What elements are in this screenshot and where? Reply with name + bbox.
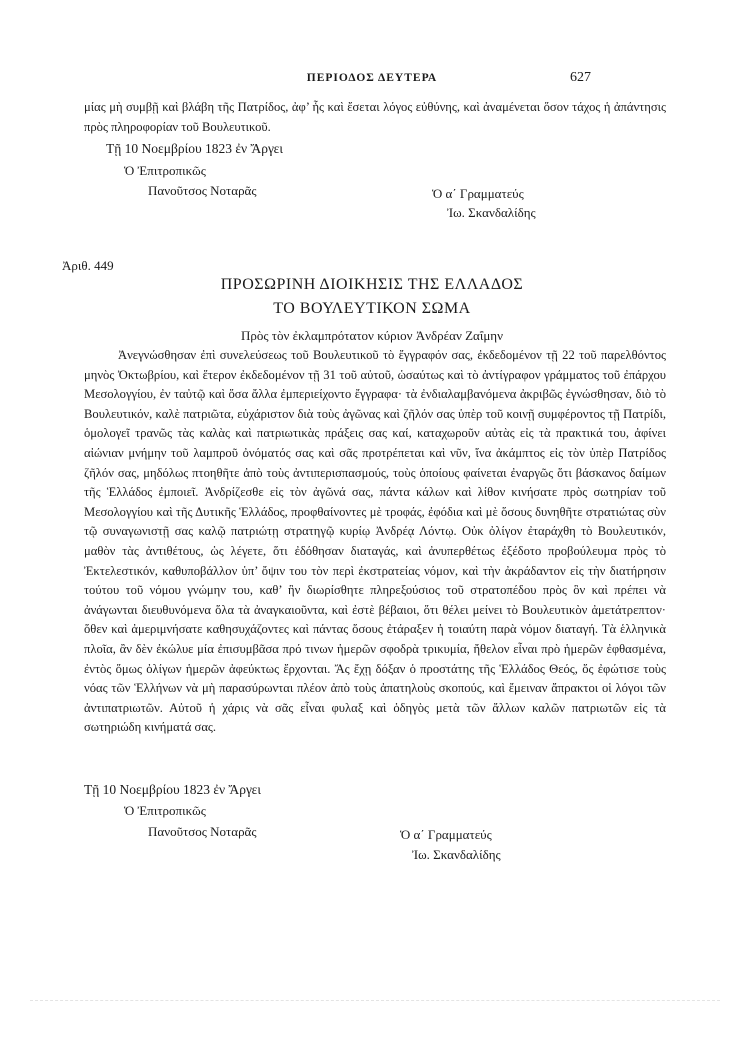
protocol-number: Ἀριθ. 449	[62, 258, 114, 273]
secretary-name-1: Ἰω. Σκανδαλίδης	[447, 205, 536, 220]
date-line-1: Τῇ 10 Νοεμβρίου 1823 ἐν Ἄργει	[106, 141, 283, 156]
secretary-name-2: Ἰω. Σκανδαλίδης	[412, 847, 501, 862]
signer-title-1: Ὁ Ἐπιτροπικῶς	[124, 163, 206, 178]
secretary-title-1: Ὁ α΄ Γραμματεύς	[432, 186, 524, 201]
date-line-2: Τῇ 10 Νοεμβρίου 1823 ἐν Ἄργει	[84, 782, 261, 797]
secretary-title-2: Ὁ α΄ Γραμματεύς	[400, 827, 492, 842]
page-number: 627	[570, 70, 591, 85]
running-title: ΠΕΡΙΟΔΟΣ ΔΕΥΤΕΡΑ	[306, 72, 438, 84]
signer-name-2: Πανοῦτσος Νοταρᾶς	[148, 824, 257, 839]
document-subtitle: ΤΟ ΒΟΥΛΕΥΤΙΚΟΝ ΣΩΜΑ	[273, 300, 471, 317]
continuation-paragraph: μίας μὴ συμβῇ καὶ βλάβη τῆς Πατρίδος, ἀφ’ ἧς καὶ ἔσεται λόγος εὐθύνης, καὶ ἀναμένεται ὅσον τάχος ἡ ἀπάντησις πρὸς πληροφορίαν τοῦ Βουλευτικοῦ.	[84, 100, 666, 134]
document-title: ΠΡΟΣΩΡΙΝΗ ΔΙΟΙΚΗΣΙΣ ΤΗΣ ΕΛΛΑΔΟΣ	[220, 276, 524, 293]
scan-artifact-line	[30, 1000, 720, 1003]
letter-body-text: Ἀνεγνώσθησαν ἐπὶ συνελεύσεως τοῦ Βουλευτικοῦ τὸ ἔγγραφόν σας, ἐκδεδομένον τῇ 22 τοῦ παρελθόντος μηνὸς Ὀκτωβρίου, καὶ ἕτερον ἐκδεδομένον τῇ 31 τοῦ αὐτοῦ, ὡσαύτως καὶ τὸ ἀντίγραφον γράμματος τοῦ ἐπάρχου Μεσολογγίου, ἐν ταὐτῷ καὶ ὅσα ἄλλα ἐμπεριείχοντο ἔγγραφα· τὰ ἐνδιαλαμβανόμενα ἀκριβῶς ἐγνώσθησαν, διὸ τὸ Βουλευτικόν, καλὲ πατριῶτα, εὐχάριστον διὰ τοὺς ἀγῶνας καὶ ζῆλόν σας ὑπὲρ τοῦ κοινῇ συμφέροντος τῇ Πατρίδι, ὁμολογεῖ τρανῶς τὰς καλὰς καὶ πατριωτικὰς πράξεις σας καί, καταχωροῦν αὐτὰς εἰς τὰ πρακτικά του, ἀφίνει αἰώνιαν μνήμην τοῦ λαμπροῦ ὀνόματός σας καὶ σᾶς προτρέπεται καὶ νῦν, ἵνα ἀκάμπτος εἰς τὸν ὑπὲρ Πατρίδος ζῆλόν σας, μηδόλως πτοηθῆτε ἀπὸ τοὺς ἀντιπερισπασμούς, τοὺς ὁποίους φαίνεται ἐναργῶς ὅτι βάσκανος δαίμων τῆς Ἑλλάδος ἐμποιεῖ. Ἀνδρίζεσθε εἰς τὸν ἀγῶνά σας, πάντα κάλων καὶ λίθον κινήσατε πρὸς σωτηρίαν τοῦ Μεσολογγίου καὶ τῆς Δυτικῆς Ἑλλάδος, προφθαίνοντες μὲ τροφάς, ἐφόδια καὶ μὲ ὅσους δυνηθῆτε στρατιώτας σὺν τῷ συναγωνιστῇ σας καλῷ πατριώτῃ στρατηγῷ κυρίῳ Ἀνδρέᾳ Λόντῳ. Οὐκ ὀλίγον ἐταράχθη τὸ Βουλευτικόν, μαθὸν τὰς ἀντιθέτους, ὡς λέγετε, ὅτι ἐδόθησαν διαταγάς, καὶ ἀνυπερθέτως ἐξέδοτο προβούλευμα πρὸς τὸ Ἐκτελεστικόν, καθυποβάλλον ὑπ’ ὄψιν του τὸν περὶ ἐκστρατείας νόμον, καὶ τὴν ἀκράδαντον εἰς τὴν διατήρησιν τούτου τοῦ νόμου γνώμην του, καθ’ ἣν διωρίσθητε πληρεξούσιος τοῦ στρατοπέδου πρὸς ὃν καὶ πρέπει νὰ ἀνάγωνται διευθυνόμενα ὅλα τὰ ἀναγκαιοῦντα, καὶ ἐστὲ βέβαιοι, ὅτι θέλει μείνει τὸ Βουλευτικὸν ἀμετάτρεπτον· ὅθεν καὶ ἀμεριμνήσατε καθησυχάζοντες καὶ πάντας ὅσους ἐτάραξεν ἡ τοιαύτη παρὰ νόμον διαταγή. Τὰ ἑλληνικὰ πλοῖα, ἂν δὲν ἐκώλυε μία ἐπισυμβᾶσα πρό τινων ἡμερῶν σφοδρὰ τρικυμία, ἤθελον εἶναι πρὸ ἡμερῶν ἐφθασμένα, ἐντὸς ὅμως ὀλίγων ἡμερῶν ἀφεύκτως ἔρχονται. Ἄς ἔχῃ δόξαν ὁ προστάτης τῆς Ἑλλάδος Θεός, ὅς ἐφώτισε τοὺς νόας τῶν Ἑλλήνων νὰ μὴ παρασύρωνται πλέον ἀπὸ τοὺς ἀπατηλοὺς σκοπούς, καὶ ἔμειναν ἄπρακτοι οἱ λόγοι τῶν ἀντιπατριωτῶν. Αὐτοῦ ἡ χάρις νὰ σᾶς εἶναι φυλαξ καὶ ὁδηγὸς μετὰ τῶν ἄλλων καλῶν πατριωτῶν εἰς τὰ σωτηριώδη κινήματά σας.	[84, 348, 666, 735]
signer-title-2: Ὁ Ἐπιτροπικῶς	[124, 803, 206, 818]
signer-name-1: Πανοῦτσος Νοταρᾶς	[148, 183, 257, 198]
letter-body	[84, 346, 666, 738]
addressee-line: Πρὸς τὸν ἐκλαμπρότατον κύριον Ἀνδρέαν Ζαΐμην	[241, 328, 503, 343]
